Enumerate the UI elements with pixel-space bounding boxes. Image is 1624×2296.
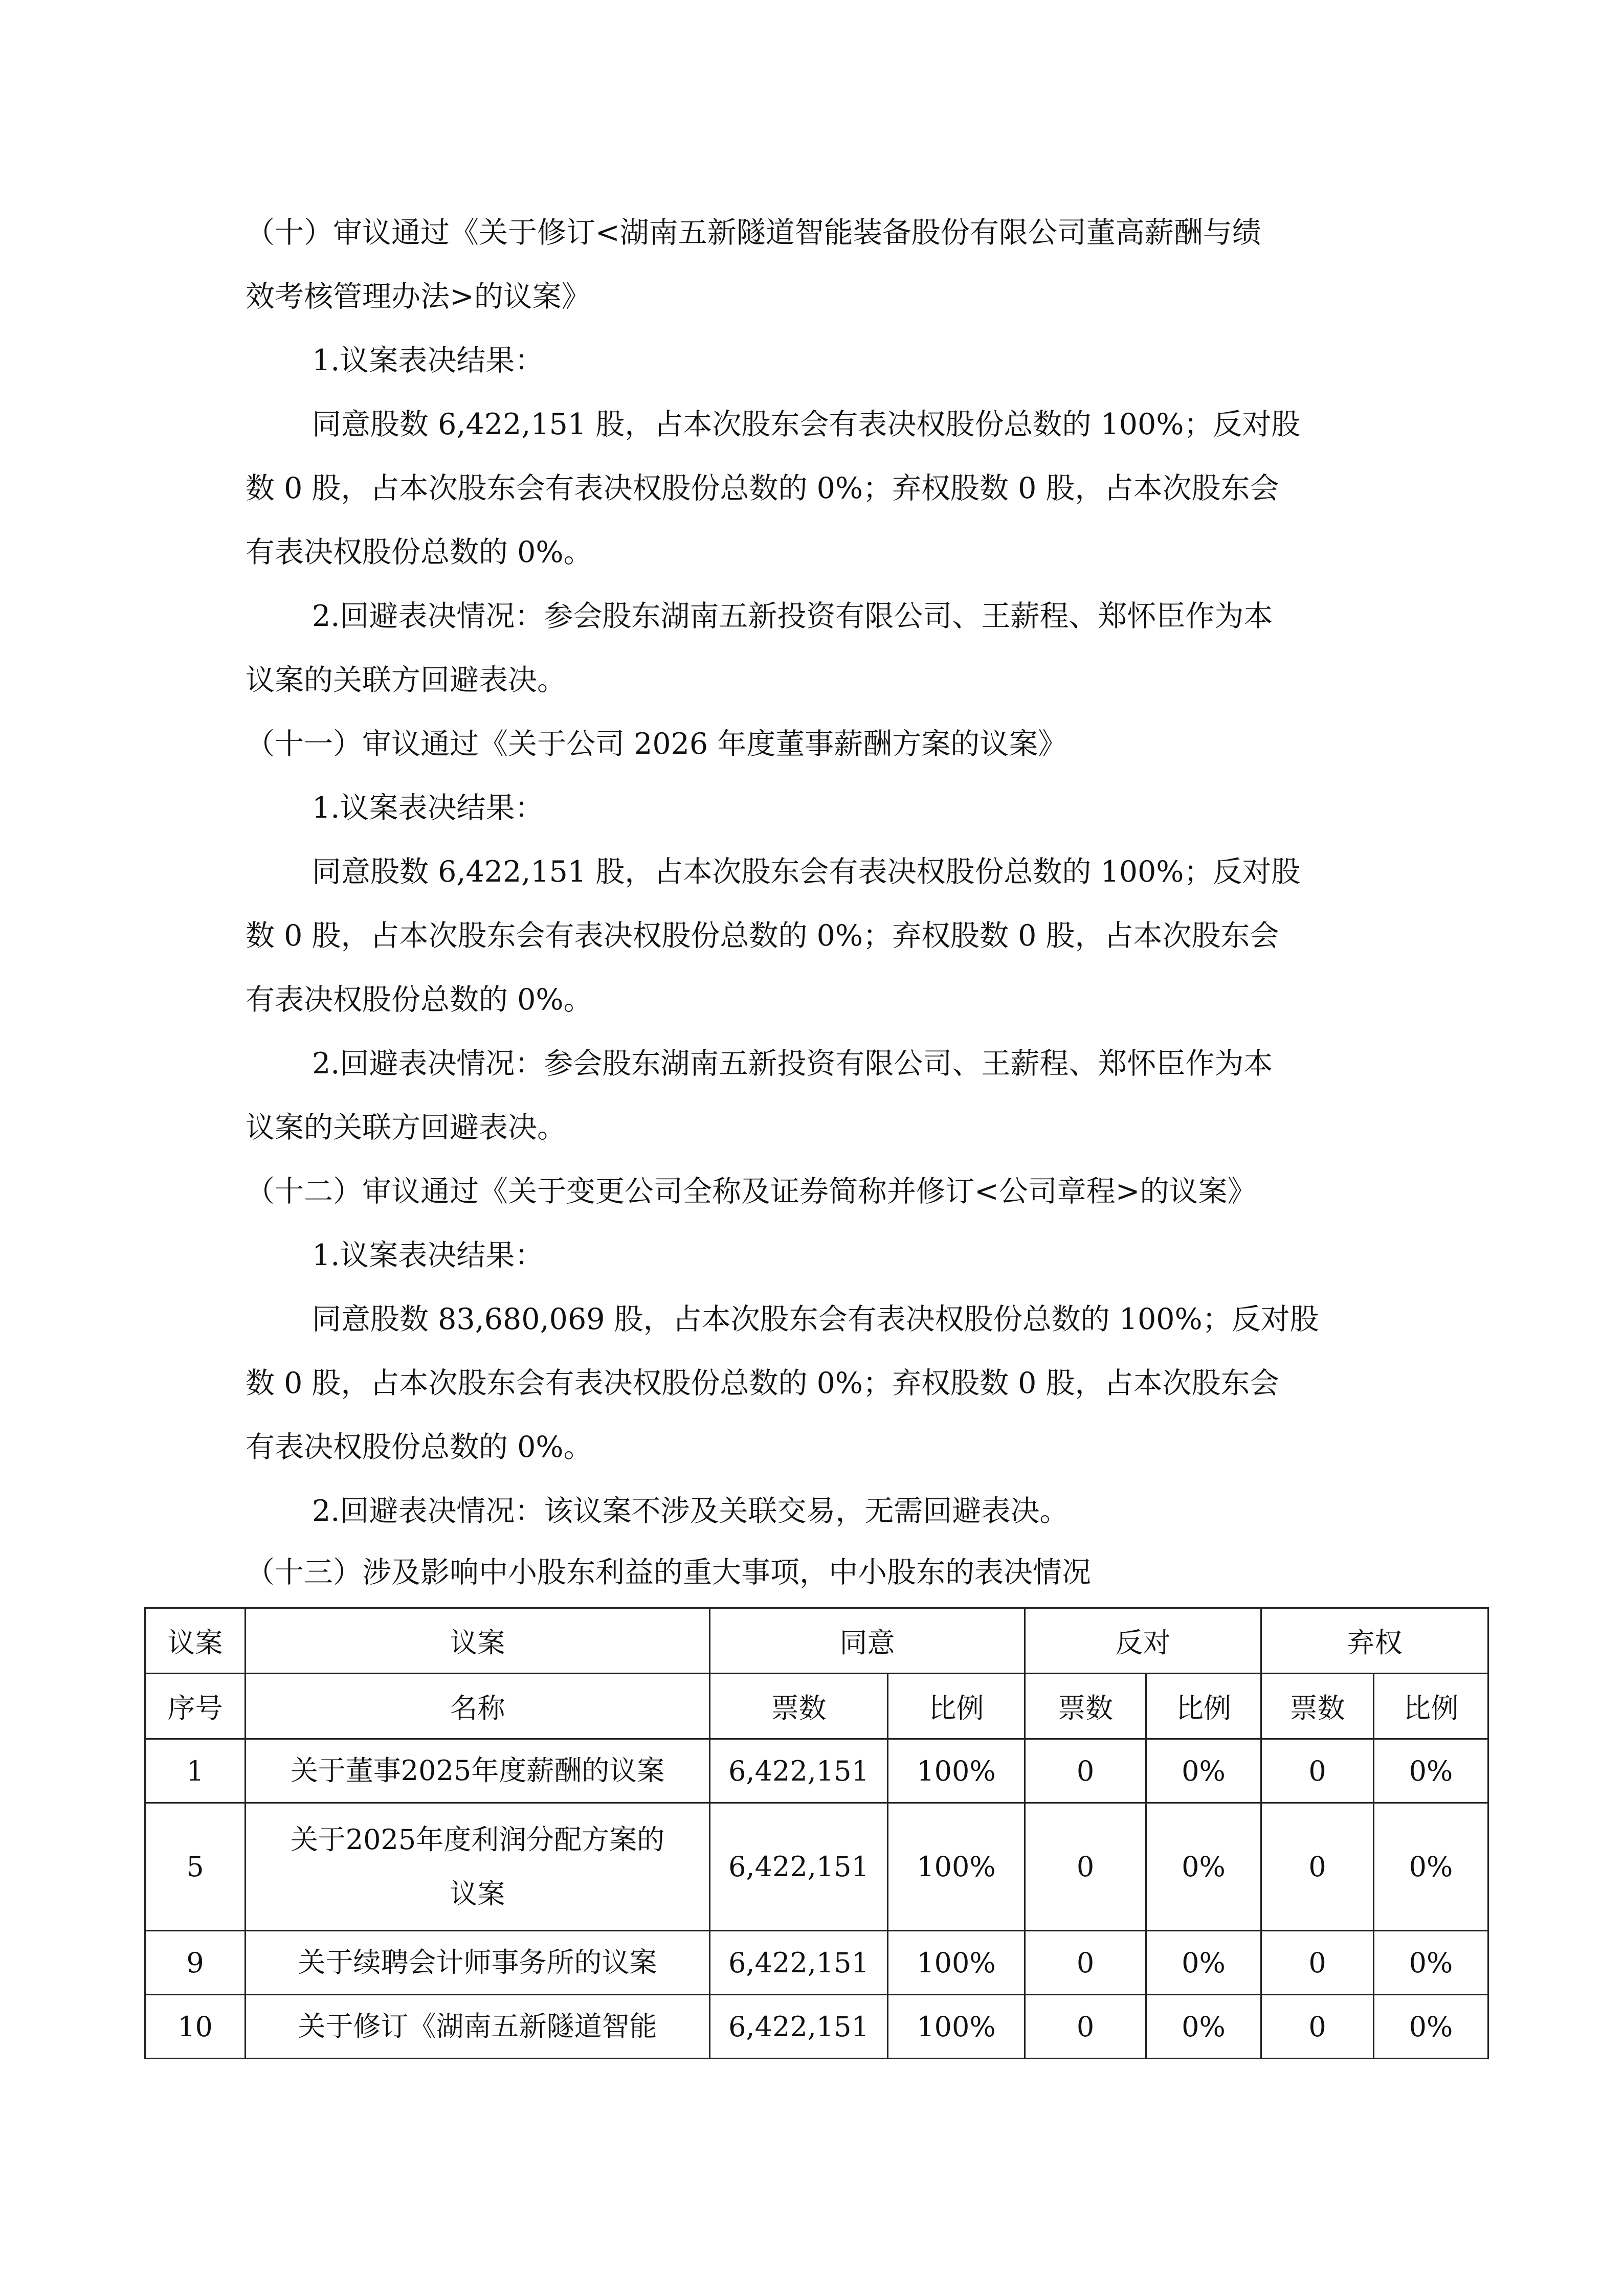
row-abstain-votes: 0	[1261, 1931, 1374, 1995]
row-seq: 9	[145, 1931, 246, 1995]
row-agree-votes: 6,422,151	[710, 1803, 888, 1931]
row-agree-votes: 6,422,151	[710, 1995, 888, 2059]
section-11-avoidance-2: 议案的关联方回避表决。	[246, 1111, 566, 1144]
table-row	[145, 1803, 1488, 1931]
section-11-heading: （十一）审议通过《关于公司 2026 年度董事薪酬方案的议案》	[246, 727, 1067, 761]
header-abstain-ratio: 比例	[1374, 1674, 1488, 1739]
section-10-result-label: 1.议案表决结果：	[312, 344, 544, 377]
row-seq: 5	[145, 1803, 246, 1931]
row-name: 关于董事2025年度薪酬的议案	[246, 1739, 710, 1803]
section-11-avoidance: 2.回避表决情况：参会股东湖南五新投资有限公司、王薪程、郑怀臣作为本	[312, 1047, 1273, 1081]
row-abstain-votes: 0	[1261, 1739, 1374, 1803]
row-agree-votes: 6,422,151	[710, 1931, 888, 1995]
row-agree-ratio: 100%	[888, 1739, 1025, 1803]
section-10-avoidance-2: 议案的关联方回避表决。	[246, 663, 566, 697]
section-12-result-text-2: 数 0 股，占本次股东会有表决权股份总数的 0%；弃权股数 0 股，占本次股东会	[246, 1366, 1279, 1400]
header-abstain-votes: 票数	[1261, 1674, 1374, 1739]
section-11-result-text-3: 有表决权股份总数的 0%。	[246, 983, 593, 1017]
section-12-avoidance: 2.回避表决情况：该议案不涉及关联交易，无需回避表决。	[312, 1494, 1069, 1528]
table-row	[145, 1995, 1488, 2059]
row-abstain-ratio: 0%	[1374, 1739, 1488, 1803]
row-oppose-ratio: 0%	[1146, 1931, 1261, 1995]
minority-vote-table	[144, 1607, 1489, 2059]
header-agree: 同意	[710, 1608, 1025, 1674]
table-row	[145, 1739, 1488, 1803]
table-subheader-row	[145, 1674, 1488, 1739]
row-seq: 1	[145, 1739, 246, 1803]
row-oppose-votes: 0	[1025, 1803, 1146, 1931]
row-name: 关于修订《湖南五新隧道智能	[246, 1995, 710, 2059]
section-12-result-text: 同意股数 83,680,069 股，占本次股东会有表决权股份总数的 100%；反对股	[312, 1302, 1319, 1336]
section-10-result-text-3: 有表决权股份总数的 0%。	[246, 535, 593, 569]
row-agree-ratio: 100%	[888, 1995, 1025, 2059]
header-agree-ratio: 比例	[888, 1674, 1025, 1739]
row-oppose-ratio: 0%	[1146, 1995, 1261, 2059]
row-oppose-ratio: 0%	[1146, 1739, 1261, 1803]
section-10-result-text: 同意股数 6,422,151 股，占本次股东会有表决权股份总数的 100%；反对股	[312, 408, 1301, 441]
row-agree-ratio: 100%	[888, 1803, 1025, 1931]
row-agree-ratio: 100%	[888, 1931, 1025, 1995]
row-name	[246, 1803, 710, 1931]
section-10-result-text-2: 数 0 股，占本次股东会有表决权股份总数的 0%；弃权股数 0 股，占本次股东会	[246, 471, 1279, 505]
table-row	[145, 1931, 1488, 1995]
row-abstain-ratio: 0%	[1374, 1995, 1488, 2059]
section-10-avoidance: 2.回避表决情况：参会股东湖南五新投资有限公司、王薪程、郑怀臣作为本	[312, 599, 1273, 633]
row-abstain-votes: 0	[1261, 1803, 1374, 1931]
row-abstain-votes: 0	[1261, 1995, 1374, 2059]
row-name: 关于续聘会计师事务所的议案	[246, 1931, 710, 1995]
row-oppose-votes: 0	[1025, 1739, 1146, 1803]
section-11-result-label: 1.议案表决结果：	[312, 791, 544, 825]
header-oppose-votes: 票数	[1025, 1674, 1146, 1739]
section-12-result-label: 1.议案表决结果：	[312, 1239, 544, 1272]
row-name-line-2: 议案	[450, 1877, 505, 1910]
row-agree-votes: 6,422,151	[710, 1739, 888, 1803]
row-abstain-ratio: 0%	[1374, 1803, 1488, 1931]
header-oppose-ratio: 比例	[1146, 1674, 1261, 1739]
section-10-heading: （十）审议通过《关于修订<湖南五新隧道智能装备股份有限公司董高薪酬与绩	[246, 216, 1261, 250]
header-name-a: 议案	[246, 1608, 710, 1674]
row-oppose-votes: 0	[1025, 1995, 1146, 2059]
header-oppose: 反对	[1025, 1608, 1261, 1674]
row-abstain-ratio: 0%	[1374, 1931, 1488, 1995]
row-oppose-ratio: 0%	[1146, 1803, 1261, 1931]
section-10-heading-cont: 效考核管理办法>的议案》	[246, 280, 591, 313]
header-seq-b: 序号	[145, 1674, 246, 1739]
header-abstain: 弃权	[1261, 1608, 1488, 1674]
row-oppose-votes: 0	[1025, 1931, 1146, 1995]
row-name-line-1: 关于2025年度利润分配方案的	[290, 1823, 665, 1856]
table-header-row	[145, 1608, 1488, 1674]
section-12-heading: （十二）审议通过《关于变更公司全称及证券简称并修订<公司章程>的议案》	[246, 1175, 1257, 1208]
header-seq-a: 议案	[145, 1608, 246, 1674]
header-name-b: 名称	[246, 1674, 710, 1739]
section-11-result-text: 同意股数 6,422,151 股，占本次股东会有表决权股份总数的 100%；反对股	[312, 855, 1301, 889]
header-agree-votes: 票数	[710, 1674, 888, 1739]
row-seq: 10	[145, 1995, 246, 2059]
section-11-result-text-2: 数 0 股，占本次股东会有表决权股份总数的 0%；弃权股数 0 股，占本次股东会	[246, 919, 1279, 953]
section-13-heading: （十三）涉及影响中小股东利益的重大事项，中小股东的表决情况	[246, 1556, 1091, 1589]
section-12-result-text-3: 有表决权股份总数的 0%。	[246, 1430, 593, 1464]
